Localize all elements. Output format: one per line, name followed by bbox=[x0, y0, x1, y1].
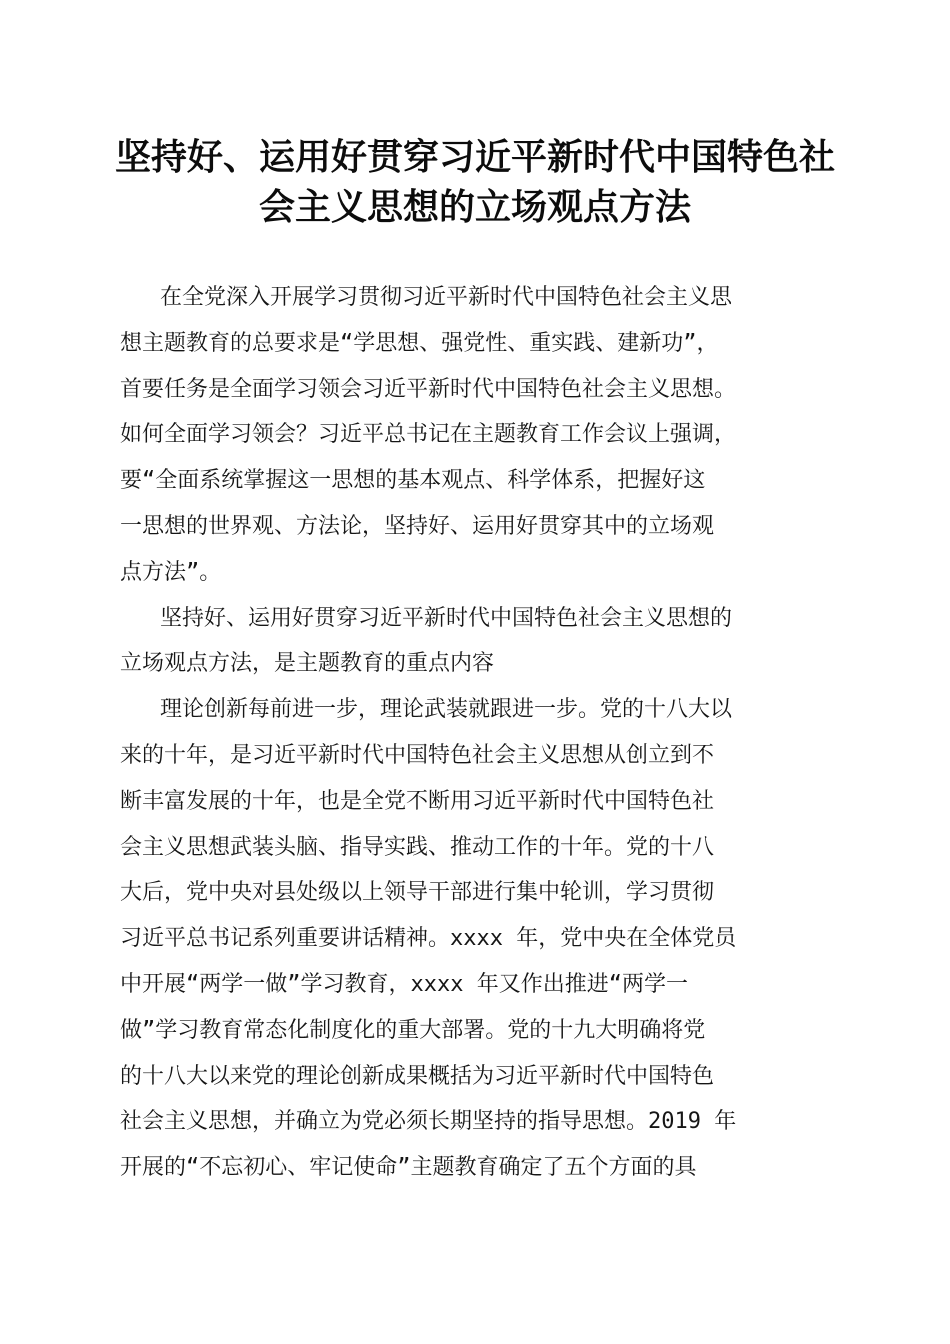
text-line: 来的十年，是习近平新时代中国特色社会主义思想从创立到不 bbox=[120, 742, 715, 768]
title-line: 坚持好、运用好贯穿习近平新时代中国特色社 bbox=[114, 136, 835, 178]
text-line: 做”学习教育常态化制度化的重大部署。党的十九大明确将党 bbox=[120, 1017, 706, 1043]
text-line: 大后，党中央对县处级以上领导干部进行集中轮训，学习贯彻 bbox=[120, 880, 715, 906]
text-line: 立场观点方法，是主题教育的重点内容 bbox=[120, 651, 495, 677]
text-line: 首要任务是全面学习领会习近平新时代中国特色社会主义思想。 bbox=[120, 376, 737, 402]
text-line: 点方法”。 bbox=[120, 559, 222, 585]
paragraph bbox=[120, 687, 832, 1191]
text-line: 中开展“两学一做”学习教育，xxxx 年又作出推进“两学一 bbox=[120, 971, 688, 997]
text-line: 断丰富发展的十年，也是全党不断用习近平新时代中国特色社 bbox=[120, 788, 715, 814]
text-line: 要“全面系统掌握这一思想的基本观点、科学体系，把握好这 bbox=[120, 468, 706, 494]
text-line: 开展的“不忘初心、牢记使命”主题教育确定了五个方面的具 bbox=[120, 1155, 697, 1181]
text-line: 社会主义思想，并确立为党必须长期坚持的指导思想。2019 年 bbox=[120, 1109, 737, 1135]
text-line: 在全党深入开展学习贯彻习近平新时代中国特色社会主义思 bbox=[160, 285, 733, 310]
text-line: 的十八大以来党的理论创新成果概括为习近平新时代中国特色 bbox=[120, 1063, 715, 1089]
text-line: 习近平总书记系列重要讲话精神。xxxx 年，党中央在全体党员 bbox=[120, 926, 737, 952]
title-line: 会主义思想的立场观点方法 bbox=[258, 186, 691, 228]
text-line: 坚持好、运用好贯穿习近平新时代中国特色社会主义思想的 bbox=[160, 605, 733, 631]
text-line: 一思想的世界观、方法论，坚持好、运用好贯穿其中的立场观 bbox=[120, 513, 715, 539]
text-line: 会主义思想武装头脑、指导实践、推动工作的十年。党的十八 bbox=[120, 834, 715, 860]
paragraph bbox=[120, 596, 832, 688]
text-line: 想主题教育的总要求是“学思想、强党性、重实践、建新功”， bbox=[120, 330, 719, 356]
document-title bbox=[100, 132, 850, 232]
paragraph bbox=[120, 275, 832, 596]
text-line: 如何全面学习领会？习近平总书记在主题教育工作会议上强调， bbox=[120, 422, 737, 448]
document-body bbox=[120, 275, 832, 1191]
text-line: 理论创新每前进一步，理论武装就跟进一步。党的十八大以 bbox=[160, 697, 733, 723]
